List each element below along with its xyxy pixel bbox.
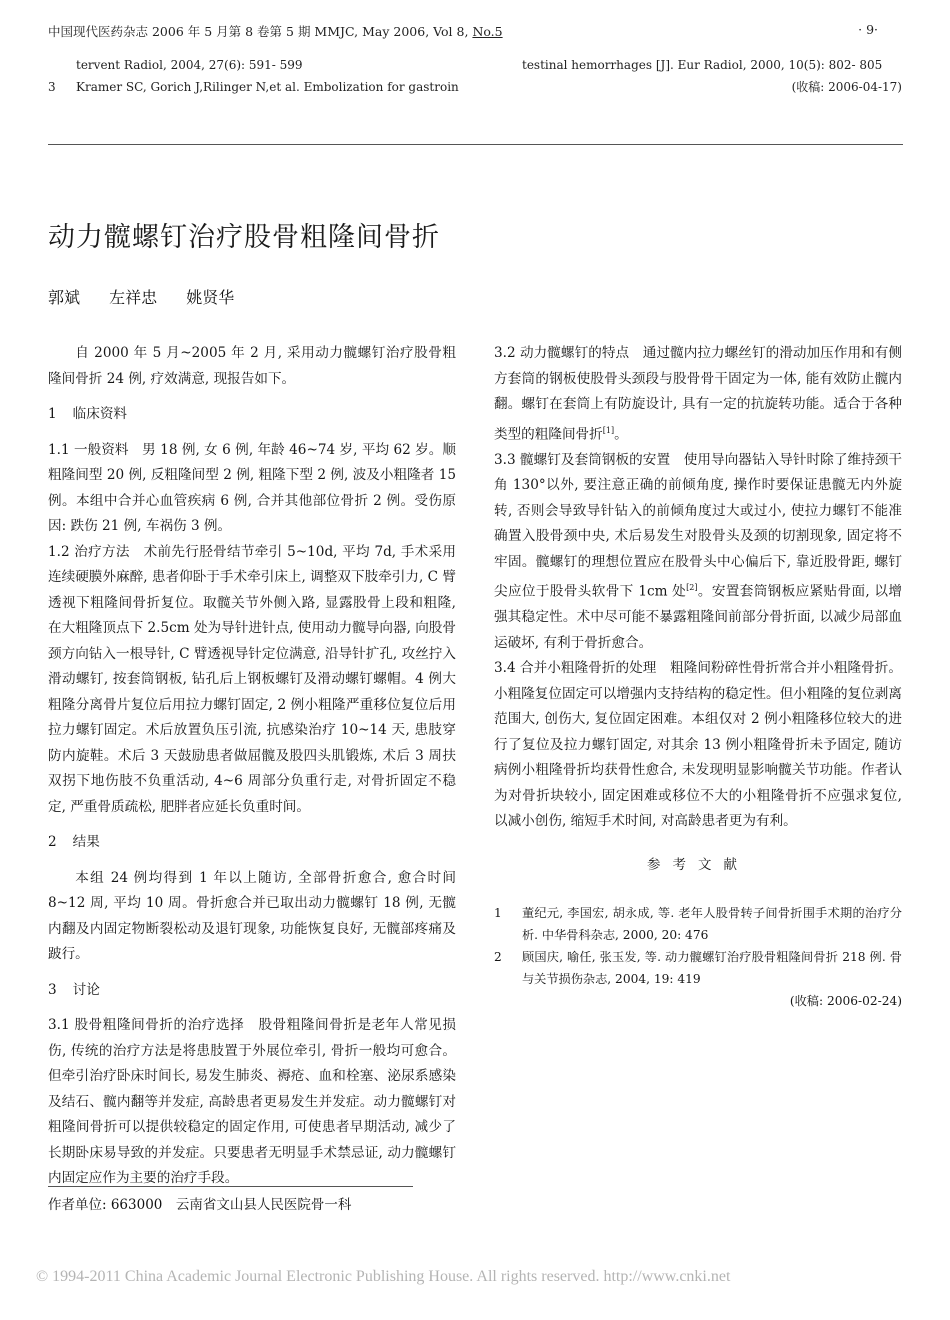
- intro-paragraph: 自 2000 年 5 月~2005 年 2 月, 采用动力髋螺钉治疗股骨粗隆间骨折 24 例, 疗效满意, 现报告如下。: [48, 345, 456, 387]
- references-heading: 参考文献: [647, 856, 749, 873]
- section-heading-1: [48, 402, 456, 428]
- prev-ref-line: testinal hemorrhages [J]. Eur Radiol, 2000, 10(5): 802- 805: [522, 58, 883, 72]
- reference-number: 2: [494, 950, 502, 965]
- paragraph-3-3: [494, 448, 902, 657]
- section-title: 结果: [72, 834, 100, 850]
- section-number: 2: [48, 834, 57, 850]
- reference-text: 顾国庆, 喻任, 张玉发, 等. 动力髋螺钉治疗股骨粗隆间骨折 218 例. 骨与关节损伤杂志, 2004, 19: 419: [522, 950, 902, 987]
- prev-ref-text: Kramer SC, Gorich J,Rilinger N,et al. Embolization for gastroin: [76, 80, 459, 94]
- page-number: · 9·: [858, 22, 878, 37]
- section-heading-2: [48, 830, 456, 856]
- author-list: [48, 285, 252, 308]
- copyright-notice: © 1994-2011 China Academic Journal Electronic Publishing House. All rights reserved. http://www.cnki.net: [36, 1268, 731, 1285]
- journal-citation: 中国现代医药杂志 2006 年 5 月第 8 卷第 5 期 MMJC, May 2006, Vol 8,: [48, 24, 473, 39]
- reference-item: [494, 946, 902, 990]
- issue-number: No.5: [472, 24, 503, 39]
- paragraph-3-4: 3.4 合并小粗隆骨折的处理 粗隆间粉碎性骨折常合并小粗隆骨折。小粗隆复位固定可以增强内支持结构的稳定性。但小粗隆的复位剥离范围大, 创伤大, 复位固定困难。本组仅对 2 例小粗隆移位较大的进行了复位及拉力螺钉固定, 对其余 13 例小粗隆骨折未予固定, 随访病例小粗隆骨折均获骨性愈合, 未发现明显影响髋关节功能。作者认为对骨折块较小, 固定困难或移位不大的小粗隆骨折不应强求复位, 以减小创伤, 缩短手术时间, 对高龄患者更为有利。: [494, 660, 902, 830]
- paragraph-text: 。: [614, 426, 628, 443]
- paragraph-text: 3.2 动力髋螺钉的特点 通过髋内拉力螺丝钉的滑动加压作用和有侧方套筒的钢板使股骨头颈段与股骨骨干固定为一体, 能有效防止髋内翻。螺钉在套筒上有防旋设计, 具有一定的抗旋转功能。适合于各种类型的粗隆间骨折: [494, 345, 902, 443]
- paragraph-3-2: [494, 341, 902, 448]
- paragraph-1-2: 1.2 治疗方法 术前先行胫骨结节牵引 5~10d, 平均 7d, 手术采用连续硬膜外麻醉, 患者仰卧于手术牵引床上, 调整双下肢牵引力, C 臂透视下粗隆间骨折复位。取髋关节外侧入路, 显露股骨上段和粗隆, 在大粗隆顶点下 2.5cm 处为导针进针点, 使用动力髋导向器, 向股骨颈方向钻入一根导针, C 臂透视导针定位满意, 沿导针扩孔, 攻丝拧入滑动螺钉, 按套筒钢板, 钻孔后上钢板螺钉及滑动螺钉螺帽。4 例大粗隆分离骨片复位后用拉力螺钉固定, 2 例小粗隆严重移位复位后用拉力螺钉固定。术后放置负压引流, 抗感染治疗 10~14 天, 患肢穿防内旋鞋。术后 3 天鼓励患者做屈髋及股四头肌锻炼, 术后 3 周扶双拐下地伤肢不负重活动, 4~6 周部分负重行走, 对骨折固定不稳定, 严重骨质疏松, 肥胖者应延长负重时间。: [48, 543, 456, 815]
- prev-ref-item: [48, 76, 468, 98]
- section-heading-3: [48, 978, 456, 1004]
- journal-header: [48, 22, 503, 40]
- reference-list: [494, 902, 902, 1012]
- reference-number: 1: [494, 906, 502, 921]
- paragraph-2: 本组 24 例均得到 1 年以上随访, 全部骨折愈合, 愈合时间 8~12 周, 平均 10 周。骨折愈合并已取出动力髋螺钉 18 例, 无髋内翻及内固定物断裂松动及退钉现象, 功能恢复良好, 无髋部疼痛及跛行。: [48, 869, 456, 962]
- prev-ref-number: 3: [48, 80, 56, 94]
- paragraph-3-1: 3.1 股骨粗隆间骨折的治疗选择 股骨粗隆间骨折是老年人常见损伤, 传统的治疗方法是将患肢置于外展位牵引, 骨折一般均可愈合。但牵引治疗卧床时间长, 易发生肺炎、褥疮、血和栓塞、泌尿系感染及结石、髋内翻等并发症, 高龄患者更易发生并发症。动力髋螺钉对粗隆间骨折可以提供较稳定的固定作用, 可使患者早期活动, 减少了长期卧床易导致的并发症。只要患者无明显手术禁忌证, 动力髋螺钉内固定应作为主要的治疗手段。: [48, 1017, 456, 1186]
- section-number: 3: [48, 981, 57, 998]
- section-title: 讨论: [72, 981, 100, 998]
- prev-article-refs-left: [48, 54, 468, 98]
- paragraph-1-1: 1.1 一般资料 男 18 例, 女 6 例, 年龄 46~74 岁, 平均 62 岁。顺粗隆间型 20 例, 反粗隆间型 2 例, 粗隆下型 2 例, 波及小粗隆者 15 例。本组中合并心血管疾病 6 例, 合并其他部位骨折 2 例。受伤原因: 跌伤 21 例, 车祸伤 3 例。: [48, 441, 456, 534]
- author: 郭斌: [48, 288, 81, 307]
- article-title: 动力髋螺钉治疗股骨粗隆间骨折: [48, 222, 440, 253]
- received-date: (收稿: 2006-02-24): [789, 994, 902, 1009]
- citation: [1]: [602, 425, 615, 435]
- footnote-divider: [48, 1186, 413, 1187]
- prev-article-refs-right: [522, 54, 902, 98]
- paragraph-text: 。安置套筒钢板应紧贴骨面, 以增强其稳定性。术中尽可能不暴露粗隆间前部分骨折面, 以减少局部血运破坏, 有利于骨折愈合。: [494, 583, 902, 651]
- right-column: [494, 341, 902, 1012]
- reference-item: [494, 902, 902, 946]
- author-affiliation: 作者单位: 663000 云南省文山县人民医院骨一科: [48, 1197, 352, 1213]
- paragraph-text: 3.3 髋螺钉及套筒钢板的安置 使用导向器钻入导针时除了维持颈干角 130°以外, 要注意正确的前倾角度, 操作时要保证患髋无内外旋转, 否则会导致导针钻入的前倾角度过大或过小, 使拉力螺钉不能准确置入股骨颈中央, 术后易发生对股骨头及颈的切割现象, 固定将不牢固。髋螺钉的理想位置应在股骨头中心偏后下, 靠近股骨距, 螺钉尖应位于股骨头软骨下 1cm 处: [494, 451, 902, 600]
- section-title: 临床资料: [72, 406, 128, 422]
- section-number: 1: [48, 406, 57, 422]
- reference-text: 董纪元, 李国宏, 胡永成, 等. 老年人股骨转子间骨折围手术期的治疗分析. 中华骨科杂志, 2000, 20: 476: [522, 906, 902, 943]
- citation: [2]: [686, 583, 698, 593]
- left-column: [48, 341, 456, 1192]
- author: 姚贤华: [186, 288, 235, 307]
- prev-received-date: (收稿: 2006-04-17): [791, 80, 902, 94]
- prev-ref-line: tervent Radiol, 2004, 27(6): 591- 599: [76, 58, 303, 72]
- author: 左祥忠: [109, 288, 158, 307]
- section-divider: [48, 144, 903, 145]
